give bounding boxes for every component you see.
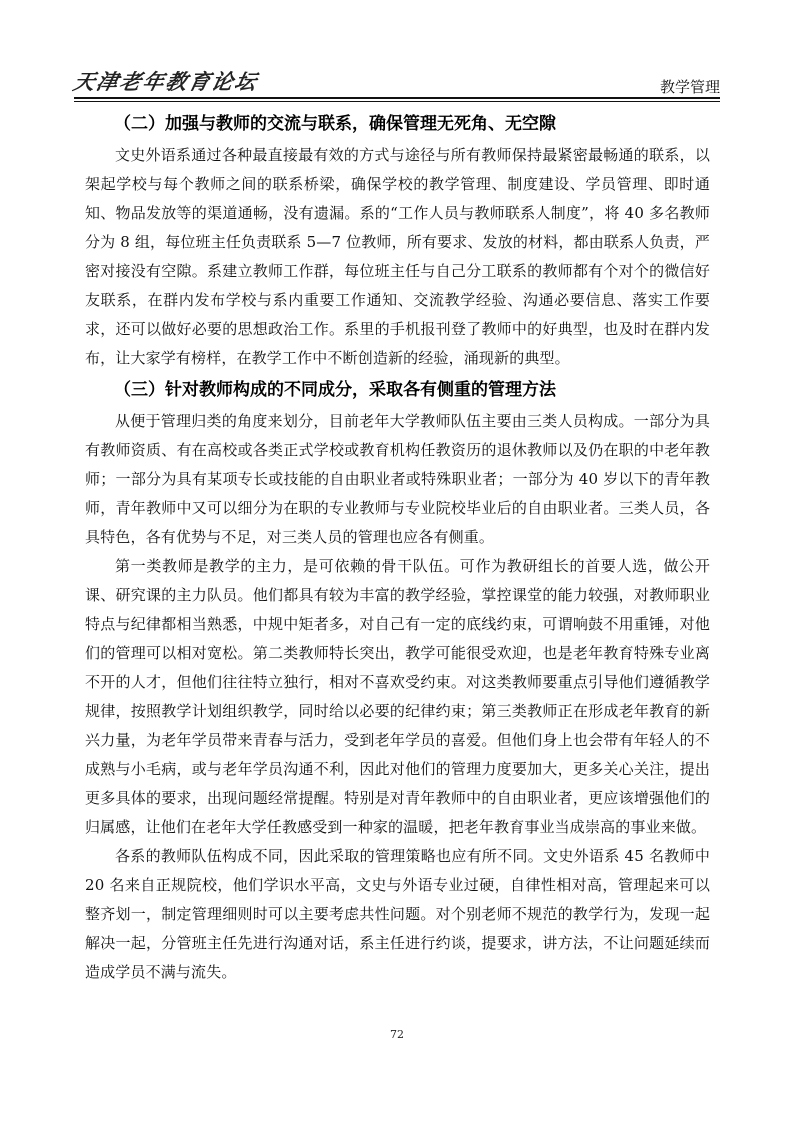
section-label: 教学管理: [659, 78, 720, 96]
journal-logo: 天津老年教育论坛: [71, 69, 261, 94]
paragraph: 从便于管理归类的角度来划分，目前老年大学教师队伍主要由三类人员构成。一部分为具有教师资质、有在高校或各类正式学校或教育机构任教资历的退休教师以及仍在职的中老年教师；一部分为具有某项专长或技能的自由职业者或特殊职业者；一部分为 40 岁以下的青年教师，青年教师中又可以细分为在职的专业教师与专业院校毕业后的自由职业者。三类人员，各具特色，各有优势与不足，对三类人员的管理也应各有侧重。: [85, 412, 710, 546]
page-number: 72: [390, 1028, 404, 1041]
header-rule-thin: [74, 101, 720, 102]
section-heading-2: （二）加强与教师的交流与联系，确保管理无死角、无空隙: [114, 114, 556, 134]
paragraph: 文史外语系通过各种最直接最有效的方式与途径与所有教师保持最紧密最畅通的联系，以架起学校与每个教师之间的联系桥梁，确保学校的教学管理、制度建设、学员管理、即时通知、物品发放等的渠道通畅，没有遗漏。系的“工作人员与教师联系人制度”，将 40 多名教师分为 8 组，每位班主任负责联系 5—7 位教师，所有要求、发放的材料，都由联系人负责，严密对接没有空隙。系建立教师工作群，每位班主任与自己分工联系的教师都有个对个的微信好友联系，在群内发布学校与系内重要工作通知、交流教学经验、沟通必要信息、落实工作要求，还可以做好必要的思想政治工作。系里的手机报刊登了教师中的好典型，也及时在群内发布，让大家学有榜样，在教学工作中不断创造新的经验，涌现新的典型。: [85, 146, 710, 367]
article-body: [85, 111, 710, 987]
header-rule-thick: [74, 97, 720, 99]
paragraph: 各系的教师队伍构成不同，因此采取的管理策略也应有所不同。文史外语系 45 名教师中 20 名来自正规院校，他们学识水平高，文史与外语专业过硬，自律性相对高，管理起来可以整齐划一，制定管理细则时可以主要考虑共性问题。对个别老师不规范的教学行为，发现一起解决一起，分管班主任先进行沟通对话，系主任进行约谈，提要求，讲方法，不让问题延续而造成学员不满与流失。: [85, 847, 710, 981]
paragraph: 第一类教师是教学的主力，是可依赖的骨干队伍。可作为教研组长的首要人选，做公开课、研究课的主力队员。他们都具有较为丰富的教学经验，掌控课堂的能力较强，对教师职业特点与纪律都相当熟悉，中规中矩者多，对自己有一定的底线约束，可谓响鼓不用重锤，对他们的管理可以相对宽松。第二类教师特长突出，教学可能很受欢迎，也是老年教育特殊专业离不开的人才，但他们往往特立独行，相对不喜欢受约束。对这类教师要重点引导他们遵循教学规律，按照教学计划组织教学，同时给以必要的纪律约束；第三类教师正在形成老年教育的新兴力量，为老年学员带来青春与活力，受到老年学员的喜爱。但他们身上也会带有年轻人的不成熟与小毛病，或与老年学员沟通不利，因此对他们的管理力度要加大，更多关心关注，提出更多具体的要求，出现问题经常提醒。特别是对青年教师中的自由职业者，更应该增强他们的归属感，让他们在老年大学任教感受到一种家的温暖，把老年教育事业当成崇高的事业来做。: [85, 557, 710, 836]
page-header: [71, 64, 720, 104]
section-heading-3: （三）针对教师构成的不同成分，采取各有侧重的管理方法: [114, 380, 556, 400]
